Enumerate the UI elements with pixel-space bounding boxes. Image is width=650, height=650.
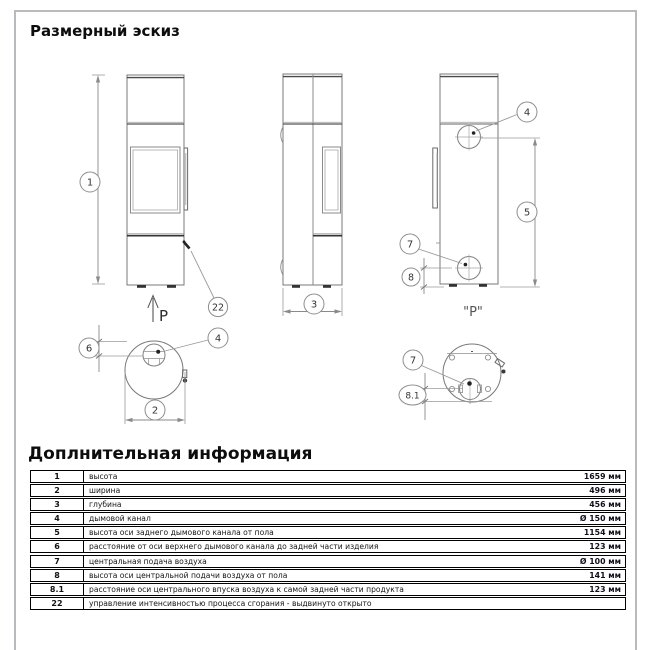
svg-text:7: 7 [406, 239, 414, 251]
svg-text:3: 3 [310, 299, 318, 311]
callout-22 [191, 251, 228, 317]
table-row [30, 470, 626, 483]
row-value: Ø 150 мм [579, 514, 621, 524]
info-table [30, 470, 626, 611]
svg-text:7: 7 [409, 355, 417, 367]
row-number: 8 [31, 570, 84, 581]
front-view [92, 75, 190, 288]
callout-4-top [165, 328, 228, 351]
svg-text:2: 2 [151, 405, 159, 417]
row-number: 1 [31, 471, 84, 482]
row-number: 6 [31, 541, 84, 552]
callout-1 [80, 172, 100, 192]
side-view [281, 74, 342, 316]
row-number: 5 [31, 527, 84, 538]
callout-2 [145, 400, 165, 420]
row-value: 1154 мм [583, 528, 621, 538]
svg-text:5: 5 [523, 207, 531, 219]
table-title: Доплнительная информация [28, 444, 313, 464]
table-row [30, 512, 626, 525]
row-description: ширина [89, 486, 121, 496]
callout-8-1 [399, 385, 426, 405]
row-description: высота [89, 472, 118, 481]
row-value: Ø 100 мм [579, 556, 621, 566]
table-row [30, 526, 626, 539]
row-description: управление интенсивностью процесса сгорания - выдвинуто открыто [89, 598, 372, 608]
row-description: высота оси заднего дымового канала от пола [89, 528, 274, 538]
svg-text:1: 1 [86, 177, 94, 189]
svg-text:8.1: 8.1 [405, 391, 420, 402]
force-arrow-label: P [159, 307, 169, 325]
row-number: 4 [31, 513, 84, 524]
callout-5 [517, 202, 537, 222]
svg-text:22: 22 [211, 302, 225, 314]
table-row [30, 555, 626, 568]
callout-6 [79, 338, 99, 358]
bottom-view [420, 344, 506, 420]
row-number: 8.1 [31, 584, 84, 595]
row-description: расстояние от оси верхнего дымового канала до задней части изделия [89, 542, 379, 552]
table-row [30, 498, 626, 511]
row-number: 2 [31, 485, 84, 496]
row-value: 123 мм [589, 542, 621, 552]
callout-8 [402, 268, 420, 286]
row-number: 3 [31, 499, 84, 510]
row-description: дымовой канал [89, 514, 151, 524]
svg-text:8: 8 [407, 272, 415, 284]
row-description: высота оси центральной подачи воздуха от пола [89, 570, 288, 580]
row-value: 1659 мм [583, 472, 621, 481]
row-description: глубина [89, 500, 122, 510]
row-number: 22 [31, 598, 84, 609]
svg-text:4: 4 [523, 107, 531, 119]
row-value: 141 мм [589, 570, 621, 580]
callout-7-bottom [403, 350, 464, 384]
table-row [30, 569, 626, 582]
table-row [30, 540, 626, 553]
row-value: 496 мм [589, 486, 621, 496]
svg-text:6: 6 [85, 343, 93, 355]
svg-text:4: 4 [214, 333, 222, 345]
row-description: расстояние оси центрального впуска воздуха к самой задней части продукта [89, 584, 404, 594]
row-number: 7 [31, 556, 84, 567]
force-arrow [148, 296, 168, 326]
rear-view-label: "Р" [463, 305, 483, 320]
top-view [94, 325, 187, 424]
table-row [30, 484, 626, 497]
row-value: 123 мм [589, 584, 621, 594]
row-description: центральная подача воздуха [89, 556, 207, 566]
table-row [30, 583, 626, 596]
callout-3 [304, 294, 324, 314]
callout-7 [400, 234, 462, 264]
page-title: Размерный эскиз [30, 22, 180, 40]
callout-4 [476, 102, 537, 131]
row-value: 456 мм [589, 500, 621, 510]
table-row [30, 597, 626, 610]
